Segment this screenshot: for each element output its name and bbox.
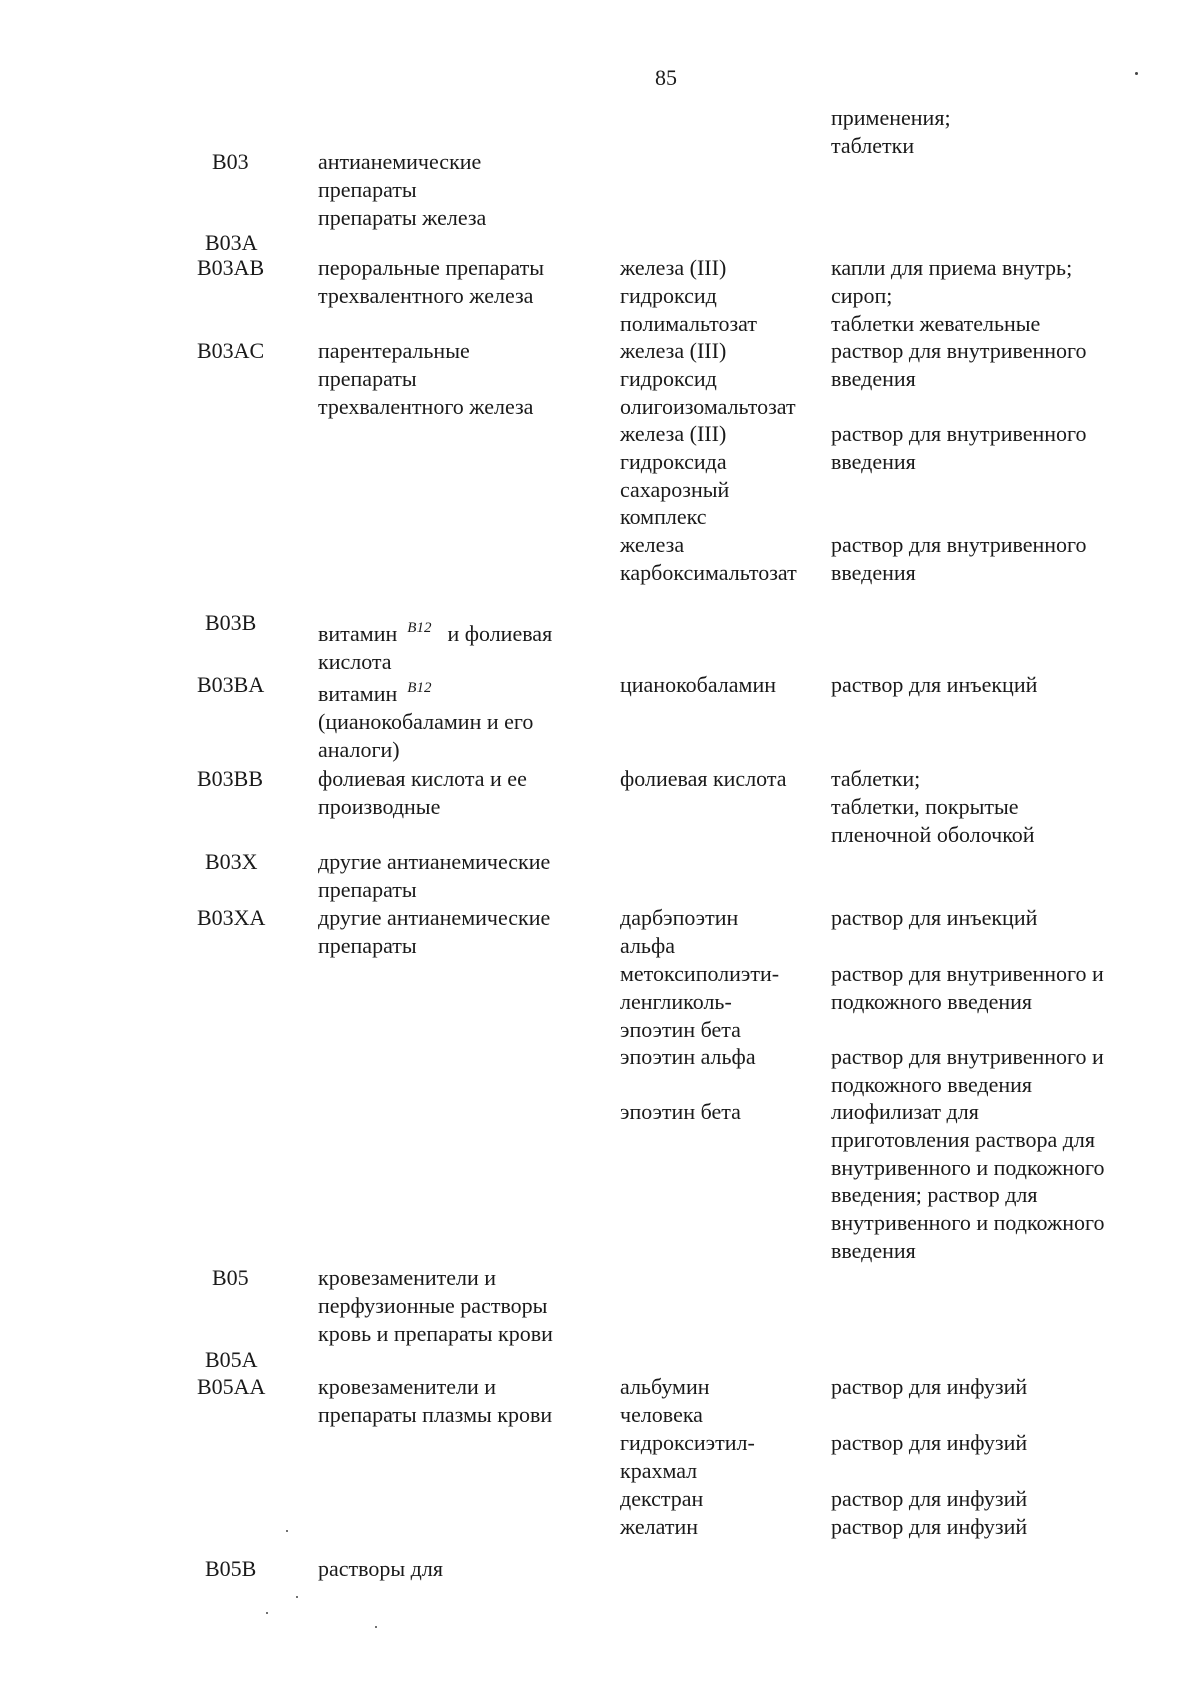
scan-speck: [296, 1596, 298, 1598]
dosage-forms: раствор для инфузий: [831, 1430, 1028, 1455]
dosage-forms: [831, 531, 1087, 587]
drug-inn-line: ленгликоль-: [620, 988, 732, 1014]
dosage-form-line: раствор для внутривенного: [831, 532, 1087, 557]
drug-inn: цианокобаламин: [620, 672, 777, 697]
atc-name: [318, 904, 550, 960]
dosage-form-line: внутривенного и подкожного: [831, 1154, 1105, 1180]
drug-inn-line: железа: [620, 532, 685, 557]
drug-inn: желатин: [620, 1514, 699, 1539]
atc-name: [318, 615, 552, 676]
scan-speck: [1135, 72, 1138, 75]
atc-name-line: препараты: [318, 876, 417, 902]
drug-inn-line: альфа: [620, 932, 675, 958]
dosage-forms: раствор для инъекций: [831, 672, 1038, 697]
dosage-form-line: подкожного введения: [831, 988, 1033, 1014]
atc-name-line: кровезаменители и: [318, 1265, 497, 1290]
atc-name-line: парентеральные: [318, 338, 470, 363]
drug-inn-line: крахмал: [620, 1457, 698, 1483]
atc-name-line: трехвалентного железа: [318, 282, 534, 308]
atc-name: [318, 848, 550, 904]
atc-code: B03AB: [197, 255, 265, 280]
atc-name-line: [318, 615, 552, 648]
atc-code: B05: [212, 1265, 249, 1290]
dosage-form-line: внутривенного и подкожного: [831, 1210, 1105, 1236]
dosage-form-line: таблетки, покрытые: [831, 793, 1019, 819]
drug-inn-line: железа (III): [620, 338, 727, 363]
drug-inn: [620, 1429, 755, 1485]
dosage-form-line: приготовления раствора для: [831, 1126, 1095, 1152]
atc-name-line: перфузионные растворы: [318, 1292, 548, 1318]
atc-name-line: другие антианемические: [318, 849, 551, 874]
carry-over-line: применения;: [831, 105, 951, 130]
dosage-form-line: раствор для внутривенного: [831, 421, 1087, 446]
atc-code: B03AC: [197, 338, 265, 363]
drug-inn-line: сахарозный: [620, 476, 730, 502]
dosage-forms: [831, 420, 1087, 476]
dosage-form-line: лиофилизат для: [831, 1099, 979, 1124]
drug-inn: [620, 337, 796, 420]
atc-name-line: [318, 675, 533, 708]
atc-name: [318, 1264, 553, 1347]
dosage-form-line: введения: [831, 559, 916, 585]
dosage-form-line: введения: [831, 1237, 916, 1263]
drug-inn-line: человека: [620, 1401, 703, 1427]
atc-name-line: препараты: [318, 932, 417, 958]
drug-inn: эпоэтин бета: [620, 1099, 741, 1124]
drug-inn: [620, 1373, 710, 1429]
drug-inn-line: гидроксида: [620, 448, 727, 474]
atc-name: [318, 148, 486, 231]
drug-inn-line: олигоизомальтозат: [620, 393, 796, 419]
drug-inn: эпоэтин альфа: [620, 1044, 756, 1069]
atc-name: [318, 337, 533, 420]
atc-code: B03: [212, 149, 249, 174]
carry-over-line: таблетки: [831, 132, 915, 158]
atc-name-line: аналоги): [318, 736, 400, 762]
drug-inn-line: комплекс: [620, 504, 707, 530]
drug-inn: [620, 420, 729, 531]
atc-code: B05B: [205, 1556, 257, 1581]
atc-code: B03BB: [197, 766, 264, 791]
drug-inn-line: дарбэпоэтин: [620, 905, 739, 930]
atc-name-line: антианемические: [318, 149, 482, 174]
atc-name: [318, 254, 544, 310]
drug-inn-line: гидроксид: [620, 365, 717, 391]
atc-code: B03B: [205, 610, 257, 635]
atc-name: [318, 1373, 552, 1429]
atc-name-line: пероральные препараты: [318, 255, 544, 280]
drug-inn-line: альбумин: [620, 1374, 710, 1399]
atc-name-text: и фолиевая: [447, 621, 553, 646]
atc-name-line: (цианокобаламин и его: [318, 708, 534, 734]
atc-name: [318, 765, 527, 821]
dosage-form-line: введения: [831, 448, 916, 474]
drug-inn: [620, 904, 738, 960]
atc-code: B05AA: [197, 1374, 266, 1399]
vitamin-b12-label: B12: [407, 680, 432, 696]
dosage-forms: [831, 337, 1087, 393]
drug-inn: фолиевая кислота: [620, 766, 787, 791]
drug-inn: [620, 254, 757, 337]
atc-name-line: кровь и препараты крови: [318, 1320, 553, 1346]
dosage-form-line: раствор для внутривенного: [831, 338, 1087, 363]
atc-name-line: фолиевая кислота и ее: [318, 766, 527, 791]
dosage-forms: [831, 1098, 1104, 1265]
atc-name-line: препараты железа: [318, 204, 487, 230]
dosage-forms: раствор для инъекций: [831, 905, 1038, 930]
atc-name-line: кровезаменители и: [318, 1374, 497, 1399]
atc-name-line: препараты плазмы крови: [318, 1401, 553, 1427]
atc-name-line: препараты: [318, 176, 417, 202]
drug-inn-line: эпоэтин бета: [620, 1016, 741, 1042]
drug-inn-line: железа (III): [620, 421, 727, 446]
atc-name-line: другие антианемические: [318, 905, 551, 930]
dosage-forms: [831, 960, 1104, 1016]
atc-name: [318, 675, 533, 763]
atc-name: растворы для: [318, 1556, 443, 1581]
page-number: 85: [655, 65, 677, 90]
scan-speck: [266, 1612, 268, 1614]
dosage-forms: [831, 1043, 1104, 1099]
drug-inn: [620, 531, 797, 587]
dosage-form-line: сироп;: [831, 282, 893, 308]
drug-inn-line: полимальтозат: [620, 310, 757, 336]
dosage-form-line: введения: [831, 365, 916, 391]
atc-name-line: трехвалентного железа: [318, 393, 534, 419]
dosage-form-line: таблетки;: [831, 766, 921, 791]
atc-name-text: витамин: [318, 621, 398, 646]
drug-inn-line: гидроксид: [620, 282, 717, 308]
drug-inn: декстран: [620, 1486, 704, 1511]
atc-name-line: производные: [318, 793, 441, 819]
atc-code: B03A: [205, 230, 258, 255]
atc-name-text: витамин: [318, 681, 398, 706]
scan-speck: [286, 1530, 288, 1532]
atc-name-line: кислота: [318, 648, 392, 674]
atc-code: B03X: [205, 849, 258, 874]
drug-inn-line: железа (III): [620, 255, 727, 280]
atc-code: B05A: [205, 1347, 258, 1372]
dosage-form-line: капли для приема внутрь;: [831, 255, 1073, 280]
scan-speck: [375, 1626, 377, 1628]
dosage-forms: [831, 254, 1072, 337]
atc-name-line: препараты: [318, 365, 417, 391]
dosage-forms: раствор для инфузий: [831, 1514, 1028, 1539]
carry-over-text: [831, 104, 951, 160]
drug-inn-line: карбоксимальтозат: [620, 559, 797, 585]
dosage-form-line: раствор для внутривенного и: [831, 961, 1104, 986]
dosage-form-line: введения; раствор для: [831, 1182, 1038, 1208]
dosage-form-line: таблетки жевательные: [831, 310, 1041, 336]
dosage-form-line: раствор для внутривенного и: [831, 1044, 1104, 1069]
dosage-form-line: подкожного введения: [831, 1071, 1033, 1097]
drug-inn: [620, 960, 779, 1043]
dosage-forms: [831, 765, 1035, 848]
drug-inn-line: гидроксиэтил-: [620, 1430, 755, 1455]
atc-code: B03XA: [197, 905, 266, 930]
drug-inn-line: метоксиполиэти-: [620, 961, 780, 986]
dosage-form-line: пленочной оболочкой: [831, 821, 1035, 847]
dosage-forms: раствор для инфузий: [831, 1486, 1028, 1511]
vitamin-b12-label: B12: [407, 620, 432, 636]
dosage-forms: раствор для инфузий: [831, 1374, 1028, 1399]
atc-code: B03BA: [197, 672, 265, 697]
